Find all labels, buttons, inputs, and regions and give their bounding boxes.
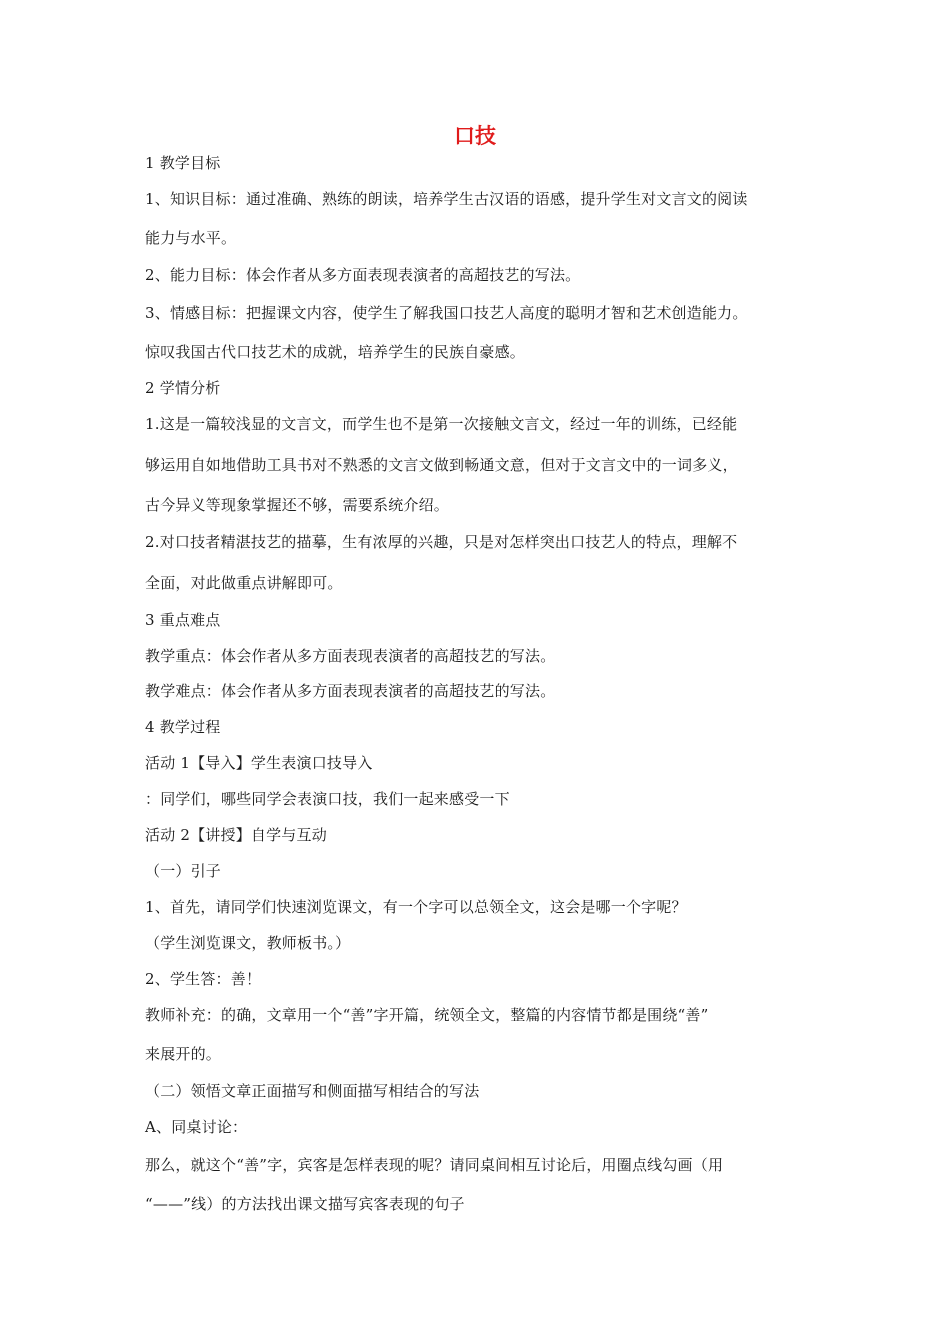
document-title: 口技 bbox=[454, 124, 496, 148]
paragraph-line: 1.这是一篇较浅显的文言文，而学生也不是第一次接触文言文，经过一年的训练，已经能 bbox=[145, 415, 738, 433]
paragraph-line: 惊叹我国古代口技艺术的成就，培养学生的民族自豪感。 bbox=[145, 343, 526, 361]
section-heading: 4 教学过程 bbox=[145, 718, 221, 736]
paragraph-line: 教师补充：的确，文章用一个“善”字开篇，统领全文，整篇的内容情节都是围绕“善” bbox=[145, 1006, 709, 1024]
paragraph-line: 2、能力目标：体会作者从多方面表现表演者的高超技艺的写法。 bbox=[145, 266, 581, 284]
paragraph-line: 1、首先，请同学们快速浏览课文，有一个字可以总领全文，这会是哪一个字呢？ bbox=[145, 898, 687, 916]
paragraph-line: “——”线）的方法找出课文描写宾客表现的句子 bbox=[145, 1195, 465, 1213]
paragraph-line: 古今异义等现象掌握还不够，需要系统介绍。 bbox=[145, 496, 450, 514]
section-heading: 3 重点难点 bbox=[145, 611, 221, 629]
paragraph-line: 能力与水平。 bbox=[145, 229, 237, 247]
paragraph-line: （学生浏览课文，教师板书。） bbox=[145, 934, 351, 952]
paragraph-line: 3、情感目标：把握课文内容，使学生了解我国口技艺人高度的聪明才智和艺术创造能力。 bbox=[145, 304, 748, 322]
section-heading: 2 学情分析 bbox=[145, 379, 221, 397]
paragraph-line: 来展开的。 bbox=[145, 1045, 222, 1063]
subsection-heading: （一）引子 bbox=[145, 862, 222, 880]
paragraph-line: 教学重点：体会作者从多方面表现表演者的高超技艺的写法。 bbox=[145, 647, 556, 665]
subsection-heading: （二）领悟文章正面描写和侧面描写相结合的写法 bbox=[145, 1082, 480, 1100]
paragraph-line: A、同桌讨论： bbox=[145, 1118, 248, 1136]
activity-heading: 活动 1【导入】学生表演口技导入 bbox=[145, 754, 373, 772]
paragraph-line: 1、知识目标：通过准确、熟练的朗读，培养学生古汉语的语感，提升学生对文言文的阅读 bbox=[145, 190, 748, 208]
paragraph-line: 全面，对此做重点讲解即可。 bbox=[145, 574, 343, 592]
paragraph-line: 2.对口技者精湛技艺的描摹，生有浓厚的兴趣，只是对怎样突出口技艺人的特点，理解不 bbox=[145, 533, 738, 551]
section-heading: 1 教学目标 bbox=[145, 154, 221, 172]
paragraph-line: 2、学生答：善！ bbox=[145, 970, 262, 988]
paragraph-line: ：同学们，哪些同学会表演口技，我们一起来感受一下 bbox=[145, 790, 510, 808]
activity-heading: 活动 2【讲授】自学与互动 bbox=[145, 826, 327, 844]
paragraph-line: 那么，就这个“善”字，宾客是怎样表现的呢？请同桌间相互讨论后，用圈点线勾画（用 bbox=[145, 1156, 724, 1174]
paragraph-line: 够运用自如地借助工具书对不熟悉的文言文做到畅通文意，但对于文言文中的一词多义， bbox=[145, 456, 738, 474]
paragraph-line: 教学难点：体会作者从多方面表现表演者的高超技艺的写法。 bbox=[145, 682, 556, 700]
